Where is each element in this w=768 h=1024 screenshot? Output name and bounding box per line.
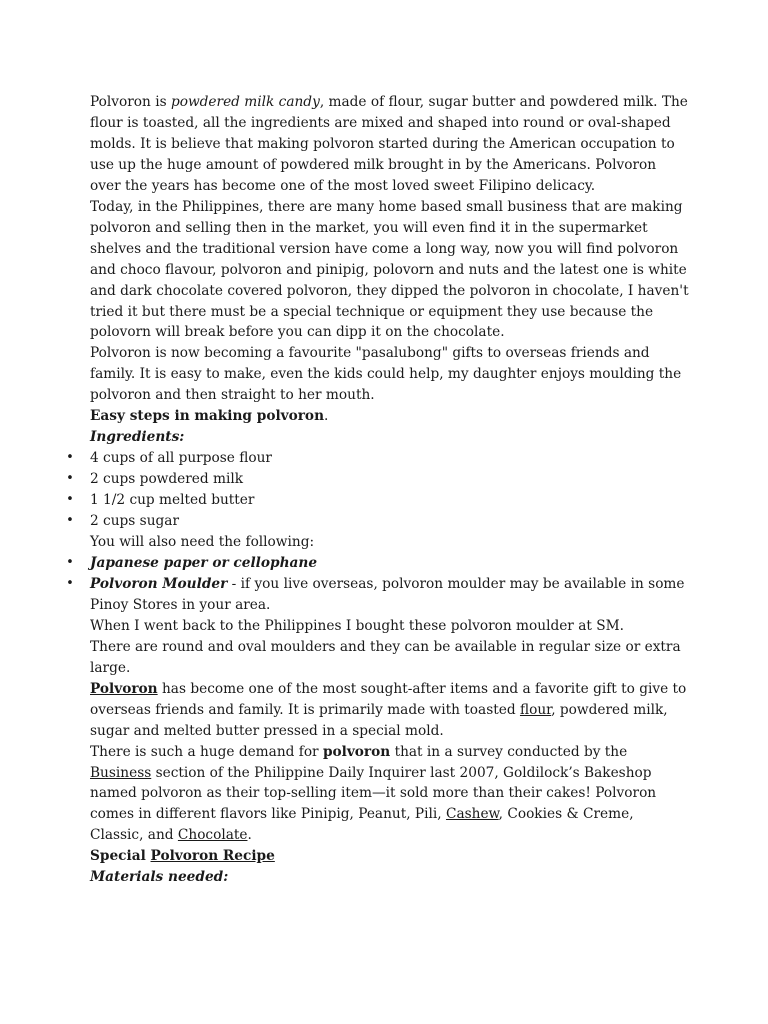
special-label: Special xyxy=(90,848,151,865)
easy-steps-heading xyxy=(90,406,690,427)
demand-text: There is such a huge demand for xyxy=(90,743,323,760)
easy-steps-title: Easy steps in making polvoron xyxy=(90,408,325,425)
demand-text: that in a survey conducted by the xyxy=(390,743,628,760)
chocolate-link[interactable]: Chocolate xyxy=(177,827,248,844)
also-need-line: You will also need the following: xyxy=(90,534,315,551)
document-page xyxy=(66,92,690,888)
moulder-paragraph-sm: When I went back to the Philippines I bought these polvoron moulder at SM. xyxy=(90,617,624,634)
cashew-link[interactable]: Cashew xyxy=(445,806,499,823)
material-item-moulder xyxy=(66,574,690,616)
flour-link[interactable]: flour xyxy=(519,701,552,718)
ingredient-item xyxy=(66,469,690,490)
bullet-icon: • xyxy=(66,554,74,570)
demand-text: section of the Philippine Daily Inquirer last 2007, Goldilock’s Bakeshop named polvoron as their top-selling item—it sold more than their cakes! Polvoron comes in different flavors like Pinipig, Peanut, Pili, xyxy=(90,764,657,823)
intro-text-start: Polvoron is xyxy=(90,94,171,110)
sought-text: has become one of the most sought-after items and a favorite gift to give to overseas friends and family. It is primarily made with toasted xyxy=(90,680,687,718)
material-item-paper xyxy=(66,553,690,574)
ingredient-item xyxy=(66,448,690,469)
sought-after-paragraph xyxy=(90,679,690,742)
intro-text-rest: , made of flour, sugar butter and powdered milk. The flour is toasted, all the ingredients are mixed and shaped into round or oval-shaped molds. It is believe that making polvoron started during the American occupation to use up the huge amount of powdered milk brought in by the Americans. Polvoron over the years has become one of the most loved sweet Filipino delicacy. xyxy=(90,94,688,194)
bullet-icon: • xyxy=(66,471,74,487)
sought-text-rest: , powdered milk, sugar and melted butter pressed in a special mold. xyxy=(90,701,668,739)
intro-paragraph xyxy=(90,92,690,197)
bullet-icon: • xyxy=(66,575,74,591)
bullet-icon: • xyxy=(66,450,74,466)
materials-needed-heading: Materials needed: xyxy=(90,869,229,886)
polvoron-recipe-link[interactable]: Polvoron Recipe xyxy=(150,848,275,865)
demand-paragraph xyxy=(90,742,690,847)
demand-bold-term: polvoron xyxy=(322,743,391,760)
ingredient-text: 2 cups powdered milk xyxy=(90,471,244,488)
ingredients-list xyxy=(66,448,690,532)
ingredient-item xyxy=(66,511,690,532)
business-paragraph: Today, in the Philippines, there are many home based small business that are making polvoron and selling then in the market, you will even find it in the supermarket shelves and the traditional version have come a long way, now you will find polvoron and choco flavour, polvoron and pinipig, polovorn and nuts and the latest one is white and dark chocolate covered polvoron, they dipped the polvoron in chocolate, I haven't tried it but there must be a special technique or equipment they use because the polovorn will break before you can dipp it on the chocolate. xyxy=(90,198,689,341)
bullet-icon: • xyxy=(66,513,74,529)
demand-text-end: . xyxy=(247,827,252,844)
demand-text: , Cookies & Creme, Classic, and xyxy=(90,806,634,844)
ingredient-text: 2 cups sugar xyxy=(90,513,179,530)
special-recipe-heading xyxy=(90,846,690,867)
materials-list xyxy=(66,553,690,616)
polvoron-link[interactable]: Polvoron xyxy=(90,680,158,697)
ingredient-item xyxy=(66,490,690,511)
business-link[interactable]: Business xyxy=(90,764,152,781)
moulder-paragraph-sizes: There are round and oval moulders and they can be available in regular size or extra large. xyxy=(90,638,681,676)
japanese-paper-label: Japanese paper or cellophane xyxy=(90,554,318,571)
moulder-text: - if you live overseas, polvoron moulder may be available in some Pinoy Stores in your area. xyxy=(90,575,685,613)
bullet-icon: • xyxy=(66,492,74,508)
ingredient-text: 1 1/2 cup melted butter xyxy=(90,492,255,509)
moulder-label: Polvoron Moulder xyxy=(90,575,228,592)
pasalubong-paragraph: Polvoron is now becoming a favourite "pasalubong" gifts to overseas friends and family. It is easy to make, even the kids could help, my daughter enjoys moulding the polvoron and then straight to her mouth. xyxy=(90,345,682,404)
intro-italic-term: powdered milk candy xyxy=(170,94,320,110)
ingredient-text: 4 cups of all purpose flour xyxy=(90,450,272,467)
easy-steps-period: . xyxy=(324,408,329,425)
ingredients-heading: Ingredients: xyxy=(90,429,185,446)
